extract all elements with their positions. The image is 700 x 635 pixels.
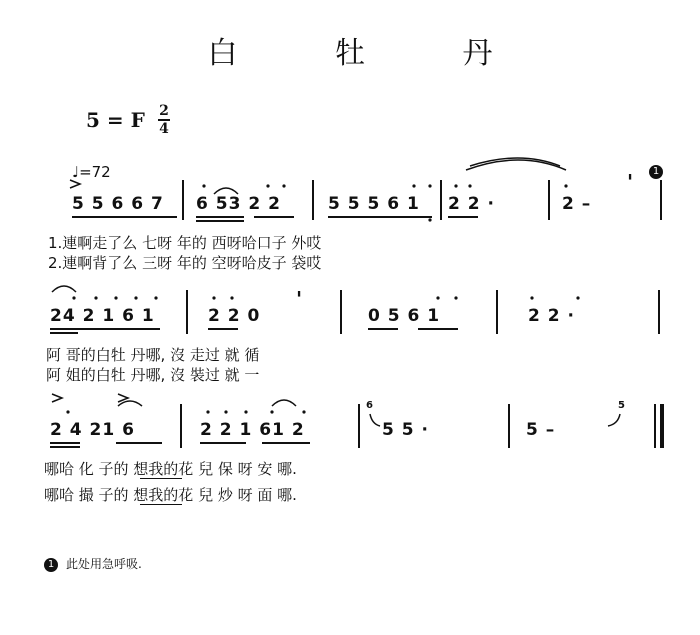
dot xyxy=(428,218,431,221)
accent-mark xyxy=(70,180,80,188)
measure-13-notes: 5 – xyxy=(526,420,556,440)
dot xyxy=(270,410,273,413)
grace-slur xyxy=(370,414,380,426)
dot xyxy=(564,184,567,187)
dot xyxy=(94,296,97,299)
dot xyxy=(412,184,415,187)
lyric-verse-2: 哪哈 撮 子的 想我的花 兒 炒 呀 面 哪. xyxy=(44,486,297,504)
slur xyxy=(52,286,76,292)
slur xyxy=(214,188,238,194)
slur xyxy=(272,400,296,406)
measure-3-notes: 5 5 5 6 1 xyxy=(328,194,420,214)
breath-mark: ' xyxy=(627,170,634,194)
accent-mark xyxy=(52,394,62,402)
measure-12-notes: 5 5 · xyxy=(382,420,429,440)
footnote xyxy=(44,555,142,572)
measure-5-notes: 2 – xyxy=(562,194,592,214)
dot xyxy=(454,296,457,299)
measure-8-notes: 0 5 6 1 xyxy=(368,306,441,326)
time-signature-upper: 2 xyxy=(159,103,169,119)
dot xyxy=(134,296,137,299)
dot xyxy=(224,410,227,413)
measure-2-notes: 6 53 2 2 xyxy=(196,194,281,214)
dot xyxy=(468,184,471,187)
time-signature-lower: 4 xyxy=(159,121,169,137)
dot xyxy=(244,410,247,413)
measure-7-notes: 2 2 0 xyxy=(208,306,261,326)
measure-4-notes: 2 2 · xyxy=(448,194,495,214)
lyric-verse-1: 1.連啊走了么 七呀 年的 西呀哈口子 外哎 xyxy=(48,234,322,252)
measure-10-notes: 2 4 21 6 xyxy=(50,420,135,440)
dot xyxy=(66,410,69,413)
dot xyxy=(202,184,205,187)
dot xyxy=(428,184,431,187)
breath-mark-2: ' xyxy=(296,287,303,311)
tempo-marking: ♩=72 xyxy=(72,163,111,181)
dot xyxy=(212,296,215,299)
lyric-verse-1: 哪哈 化 子的 想我的花 兒 保 呀 安 哪. xyxy=(44,460,297,478)
slur xyxy=(118,401,142,406)
song-title: 白 牡 丹 xyxy=(207,36,537,71)
lyric-verse-2: 2.連啊背了么 三呀 年的 空呀哈皮子 袋哎 xyxy=(48,254,322,272)
footnote-text: 此处用急呼吸. xyxy=(66,557,142,571)
footnote-marker-icon: 1 xyxy=(649,161,663,180)
dot xyxy=(114,296,117,299)
grace-slur xyxy=(608,414,620,426)
dot xyxy=(436,296,439,299)
key-signature: 5 = F xyxy=(86,108,145,132)
measure-11-notes: 2 2 1 61 2 xyxy=(200,420,305,440)
dot xyxy=(154,296,157,299)
footnote-marker-icon: 1 xyxy=(44,558,58,572)
dot xyxy=(266,184,269,187)
slur xyxy=(466,160,566,170)
dot xyxy=(230,296,233,299)
dot xyxy=(302,410,305,413)
dot xyxy=(454,184,457,187)
dot xyxy=(576,296,579,299)
lyric-verse-2: 阿 姐的白牡 丹哪, 沒 裝过 就 一 xyxy=(46,366,260,384)
grace-note-1: 6 xyxy=(366,400,373,411)
dot xyxy=(530,296,533,299)
measure-1-notes: 5 5 6 6 7 xyxy=(72,194,164,214)
dot xyxy=(206,410,209,413)
measure-9-notes: 2 2 · xyxy=(528,306,575,326)
dot xyxy=(282,184,285,187)
measure-6-notes: 24 2 1 6 1 xyxy=(50,306,155,326)
lyric-verse-1: 阿 哥的白牡 丹哪, 沒 走过 就 循 xyxy=(46,346,260,364)
grace-note-2: 5 xyxy=(618,400,625,411)
dot xyxy=(72,296,75,299)
